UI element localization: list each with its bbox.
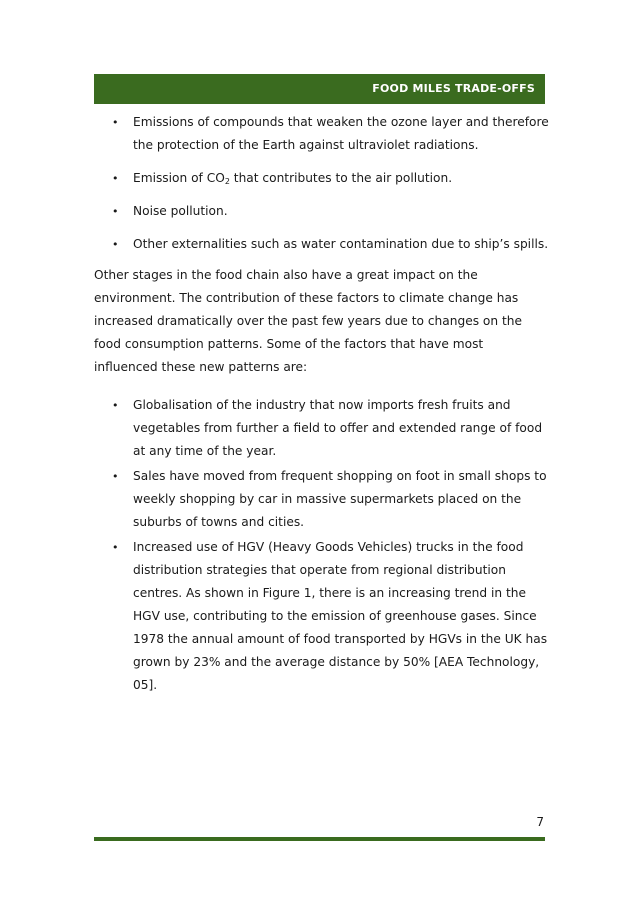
list-item-text: Noise pollution.	[133, 204, 228, 218]
subscript-2: 2	[224, 177, 230, 186]
list-item	[112, 167, 552, 190]
list-item	[112, 465, 552, 534]
list-item-text: Globalisation of the industry that now imports fresh fruits and vegetables from further a field to offer and extended range of food at any time of the year.	[133, 398, 543, 458]
body-paragraph: Other stages in the food chain also have a great impact on the environment. The contribution of these factors to climate change has increased dramatically over the past few years due to changes on the food consumption patterns. Some of the factors that have most influenced these new patterns are:	[94, 268, 522, 374]
list-item	[112, 536, 552, 697]
list-item	[112, 233, 552, 256]
page-number: 7	[536, 815, 544, 829]
bullet-icon: •	[112, 116, 119, 129]
list-item	[112, 394, 552, 463]
list-item-text: Sales have moved from frequent shopping on foot in small shops to weekly shopping by car in massive supermarkets placed on the suburbs of towns and cities.	[133, 469, 547, 529]
list-item-text: Emissions of compounds that weaken the ozone layer and therefore the protection of the Earth against ultraviolet radiations.	[133, 115, 549, 152]
bullet-list-factors	[112, 394, 552, 699]
list-item-text: Emission of $CO_2$ that contributes to the air pollution.	[133, 171, 453, 186]
bullet-icon: •	[112, 470, 119, 483]
footer-rule	[94, 837, 545, 841]
list-item-text: Other externalities such as water contamination due to ship’s spills.	[133, 237, 549, 251]
bullet-icon: •	[112, 172, 119, 185]
bullet-list-externalities	[112, 111, 552, 266]
bullet-icon: •	[112, 541, 119, 554]
bullet-icon: •	[112, 205, 119, 218]
bullet-icon: •	[112, 238, 119, 251]
header-bar	[94, 74, 545, 104]
list-item	[112, 200, 552, 223]
list-item-text: Increased use of HGV (Heavy Goods Vehicles) trucks in the food distribution strategies that operate from regional distribution centres. As shown in Figure 1, there is an increasing trend in the HGV use, contributing to the emission of greenhouse gases. Since 1978 the annual amount of food transported by HGVs in the UK has grown by 23% and the average distance by 50% [AEA Technology, 05].	[133, 540, 548, 692]
bullet-icon: •	[112, 399, 119, 412]
header-title: FOOD MILES TRADE-OFFS	[372, 82, 535, 95]
list-item	[112, 111, 552, 157]
